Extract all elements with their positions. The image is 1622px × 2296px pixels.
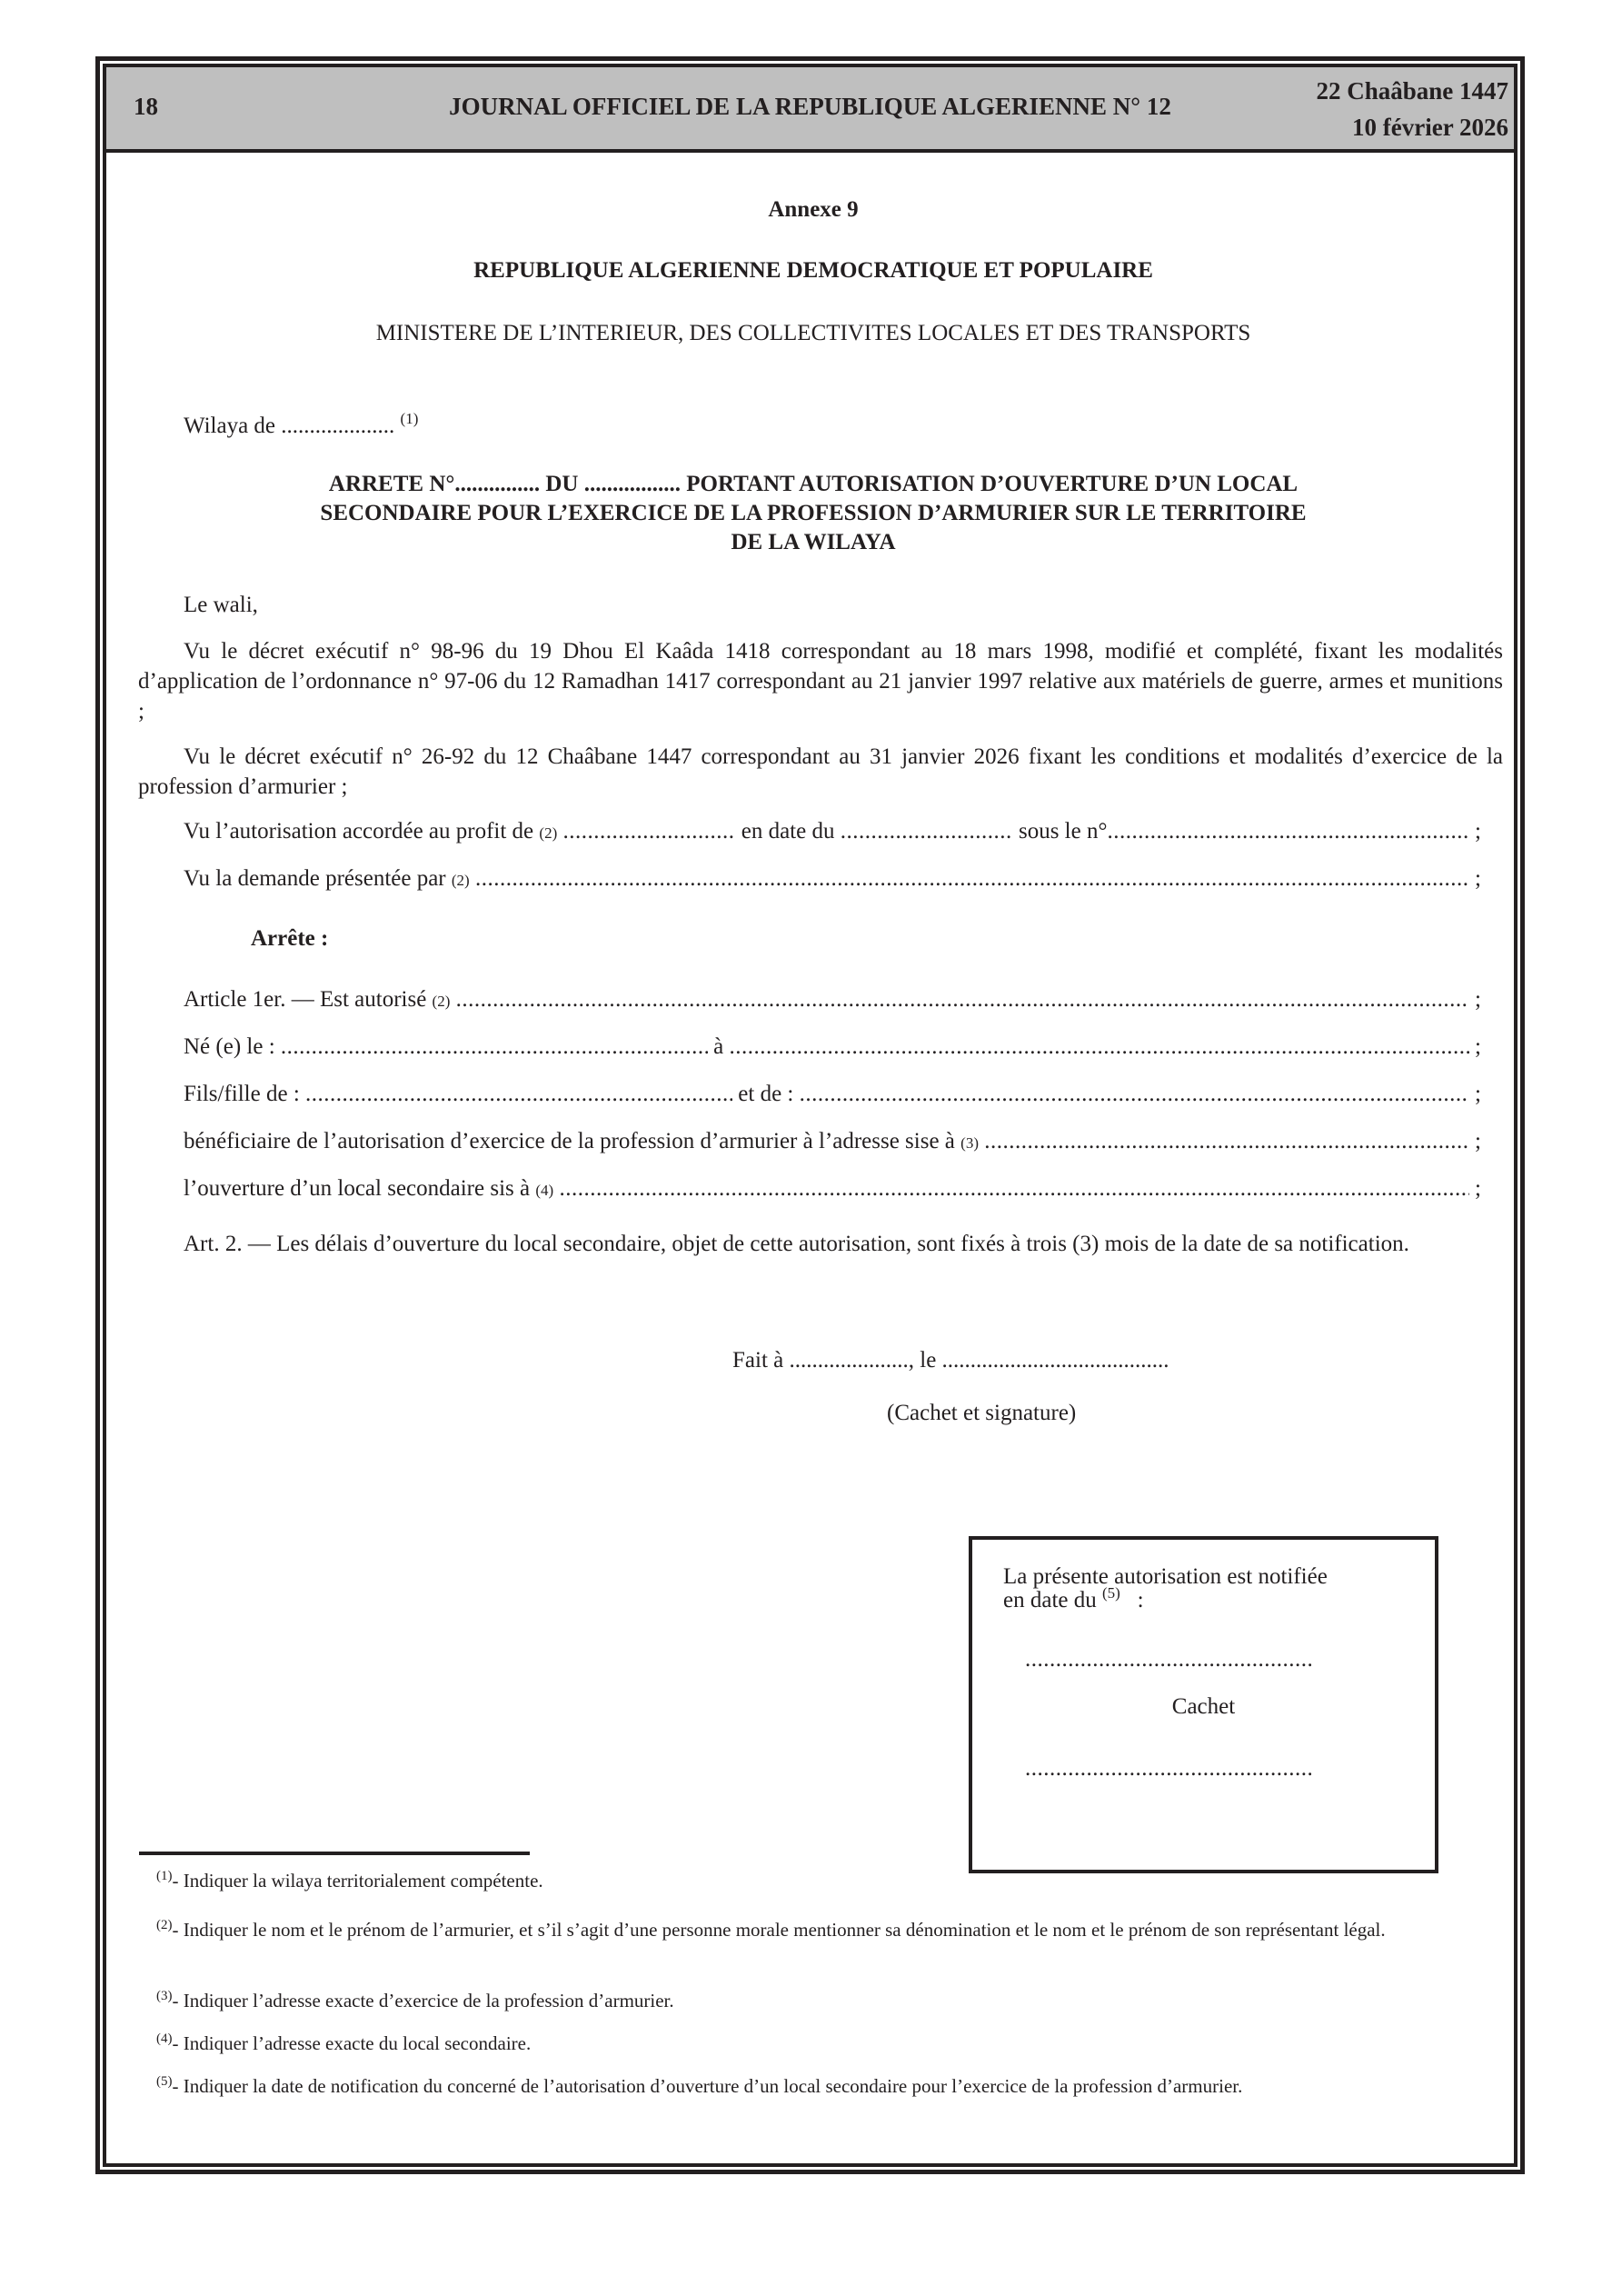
footnote-text: - Indiquer l’adresse exacte du local secondaire. <box>172 2032 532 2054</box>
birth-line <box>184 1032 1481 1063</box>
applicant-blank[interactable] <box>475 863 1469 894</box>
notification-date-blank[interactable] <box>1025 1647 1311 1672</box>
visa-paragraph: Vu le décret exécutif n° 98-96 du 19 Dhou El Kaâda 1418 correspondant au 18 mars 1998, modifié et complété, fixant les modalités d’application de l’ordonnance n° 97-06 du 12 Ramadhan 1417 correspondant au 21 janvier 1997 relative aux matériels de guerre, armes et munitions ; <box>138 639 1503 724</box>
wilaya-blank[interactable]: .................... <box>281 414 395 438</box>
footnote <box>138 1989 1503 2013</box>
arrete-title-line: ARRETE N°............... DU ................. PORTANT AUTORISATION D’OUVERTURE D’UN LOCAL <box>328 472 1299 496</box>
le-label: , le <box>908 1348 937 1373</box>
journal-header <box>106 67 1514 153</box>
address-blank[interactable] <box>984 1126 1469 1157</box>
line-label: Vu la demande présentée par <box>184 866 446 891</box>
parents-line <box>184 1079 1481 1110</box>
mother-blank[interactable] <box>800 1079 1469 1110</box>
line-end: ; <box>1475 1082 1481 1106</box>
line-label: à <box>713 1034 724 1059</box>
line-label: sous le n° <box>1018 819 1108 844</box>
cachet-blank[interactable] <box>1025 1756 1311 1782</box>
arrete-heading: Arrête : <box>251 926 329 951</box>
ministry-heading: MINISTERE DE L’INTERIEUR, DES COLLECTIVITES LOCALES ET DES TRANSPORTS <box>375 321 1251 345</box>
number-blank[interactable] <box>1107 816 1468 847</box>
arrete-title <box>127 470 1499 557</box>
signing-date-blank[interactable]: ........................................ <box>941 1348 1169 1373</box>
wilaya-label: Wilaya de <box>184 414 276 438</box>
footnote-text: - Indiquer le nom et le prénom de l’armurier, et s’il s’agit d’une personne morale mentionner sa dénomination et le nom et le prénom de son représentant légal. <box>172 1919 1386 1941</box>
line-end: ; <box>1475 819 1481 844</box>
line-label: Né (e) le : <box>184 1034 275 1059</box>
cachet-signature-label: (Cachet et signature) <box>887 1401 1077 1425</box>
line-end: ; <box>1475 1129 1481 1153</box>
line-label: Article 1er. — Est autorisé <box>184 987 427 1012</box>
footnote-text: - Indiquer la wilaya territorialement compétente. <box>172 1870 543 1892</box>
secondary-local-line: l’ouverture d’un local secondaire sis à (4) ..... ; <box>184 1173 1481 1204</box>
visa-paragraph: Vu le décret exécutif n° 26-92 du 12 Chaâbane 1447 correspondant au 31 janvier 2026 fixant les conditions et modalités d’exercice de la profession d’armurier ; <box>138 744 1503 799</box>
le-wali: Le wali, <box>184 593 258 617</box>
footnote <box>138 2031 1503 2056</box>
notification-date-label: en date du <box>1003 1588 1097 1612</box>
date-blank[interactable] <box>841 816 1013 847</box>
footnote-marker: (1) <box>156 1869 173 1883</box>
visa-demande-line: Vu la demande présentée par (2) ..... ; <box>184 863 1481 894</box>
notification-text <box>1003 1565 1328 1612</box>
beneficiary-blank[interactable] <box>562 816 735 847</box>
footnote-text: - Indiquer l’adresse exacte d’exercice de la profession d’armurier. <box>172 1990 674 2011</box>
footnote-text: - Indiquer la date de notification du concerné de l’autorisation d’ouverture d’un local secondaire pour l’exercice de la profession d’armurier. <box>172 2075 1243 2097</box>
arrete-title-line: DE LA WILAYA <box>731 530 896 554</box>
journal-title: JOURNAL OFFICIEL DE LA REPUBLIQUE ALGERIENNE N° 12 <box>449 93 1171 120</box>
arrete-title-line: SECONDAIRE POUR L’EXERCICE DE LA PROFESSION D’ARMURIER SUR LE TERRITOIRE <box>320 501 1307 525</box>
line-end: ; <box>1475 987 1481 1012</box>
footnote-separator <box>139 1852 530 1855</box>
notification-box <box>969 1536 1438 1873</box>
republic-heading: REPUBLIQUE ALGERIENNE DEMOCRATIQUE ET POPULAIRE <box>473 258 1153 283</box>
footnote-marker: (5) <box>156 2074 173 2089</box>
issue-date <box>1316 73 1508 145</box>
line-label: l’ouverture d’un local secondaire sis à <box>184 1176 531 1201</box>
footnote-ref: (1) <box>400 410 419 427</box>
father-blank[interactable] <box>305 1079 732 1110</box>
line-label: Fils/fille de : <box>184 1082 300 1106</box>
line-label: en date du <box>741 819 835 844</box>
line-end: ; <box>1475 866 1481 891</box>
cachet-label: Cachet <box>1171 1694 1236 1719</box>
footnote-ref: (5) <box>1101 1584 1120 1602</box>
line-label: bénéficiaire de l’autorisation d’exercice de la profession d’armurier à l’adresse sise à <box>184 1129 955 1153</box>
footnote <box>138 2074 1503 2099</box>
page-number: 18 <box>134 93 158 120</box>
line-end: ; <box>1475 1176 1481 1201</box>
visa-autorisation-line: Vu l’autorisation accordée au profit de (2) ..... en date du ..... sous le n° ..... ; <box>184 816 1481 847</box>
secondary-local-blank[interactable] <box>559 1173 1468 1204</box>
beneficiary-address-line: bénéficiaire de l’autorisation d’exercice de la profession d’armurier à l’adresse sise à (3) ..... ; <box>184 1126 1481 1157</box>
birth-date-blank[interactable] <box>281 1032 708 1063</box>
footnote <box>138 1918 1503 1942</box>
footnote-marker: (2) <box>156 1918 173 1932</box>
date-gregorian: 10 février 2026 <box>1352 114 1508 141</box>
line-end: ; <box>1475 1034 1481 1059</box>
colon: : <box>1137 1588 1144 1612</box>
article-1-line: Article 1er. — Est autorisé (2) ..... ; <box>184 984 1481 1015</box>
line-label: et de : <box>738 1082 794 1106</box>
fait-a-line <box>732 1345 1169 1376</box>
fait-a-label: Fait à <box>732 1348 784 1373</box>
article-2-paragraph: Art. 2. — Les délais d’ouverture du local secondaire, objet de cette autorisation, sont fixés à trois (3) mois de la date de sa notification. <box>184 1232 1409 1256</box>
notification-line: La présente autorisation est notifiée <box>1003 1564 1328 1589</box>
birth-place-blank[interactable] <box>730 1032 1469 1063</box>
authorized-person-blank[interactable] <box>456 984 1469 1015</box>
place-blank[interactable]: ..................... <box>789 1348 909 1373</box>
line-label: Vu l’autorisation accordée au profit de <box>184 819 534 844</box>
footnote-marker: (3) <box>156 1989 173 2003</box>
annex-title: Annexe 9 <box>768 197 859 222</box>
date-hijri: 22 Chaâbane 1447 <box>1316 77 1508 105</box>
wilaya-line <box>184 411 418 442</box>
footnote <box>138 1869 1503 1893</box>
notification-line <box>1003 1584 1328 1612</box>
footnote-marker: (4) <box>156 2031 173 2046</box>
